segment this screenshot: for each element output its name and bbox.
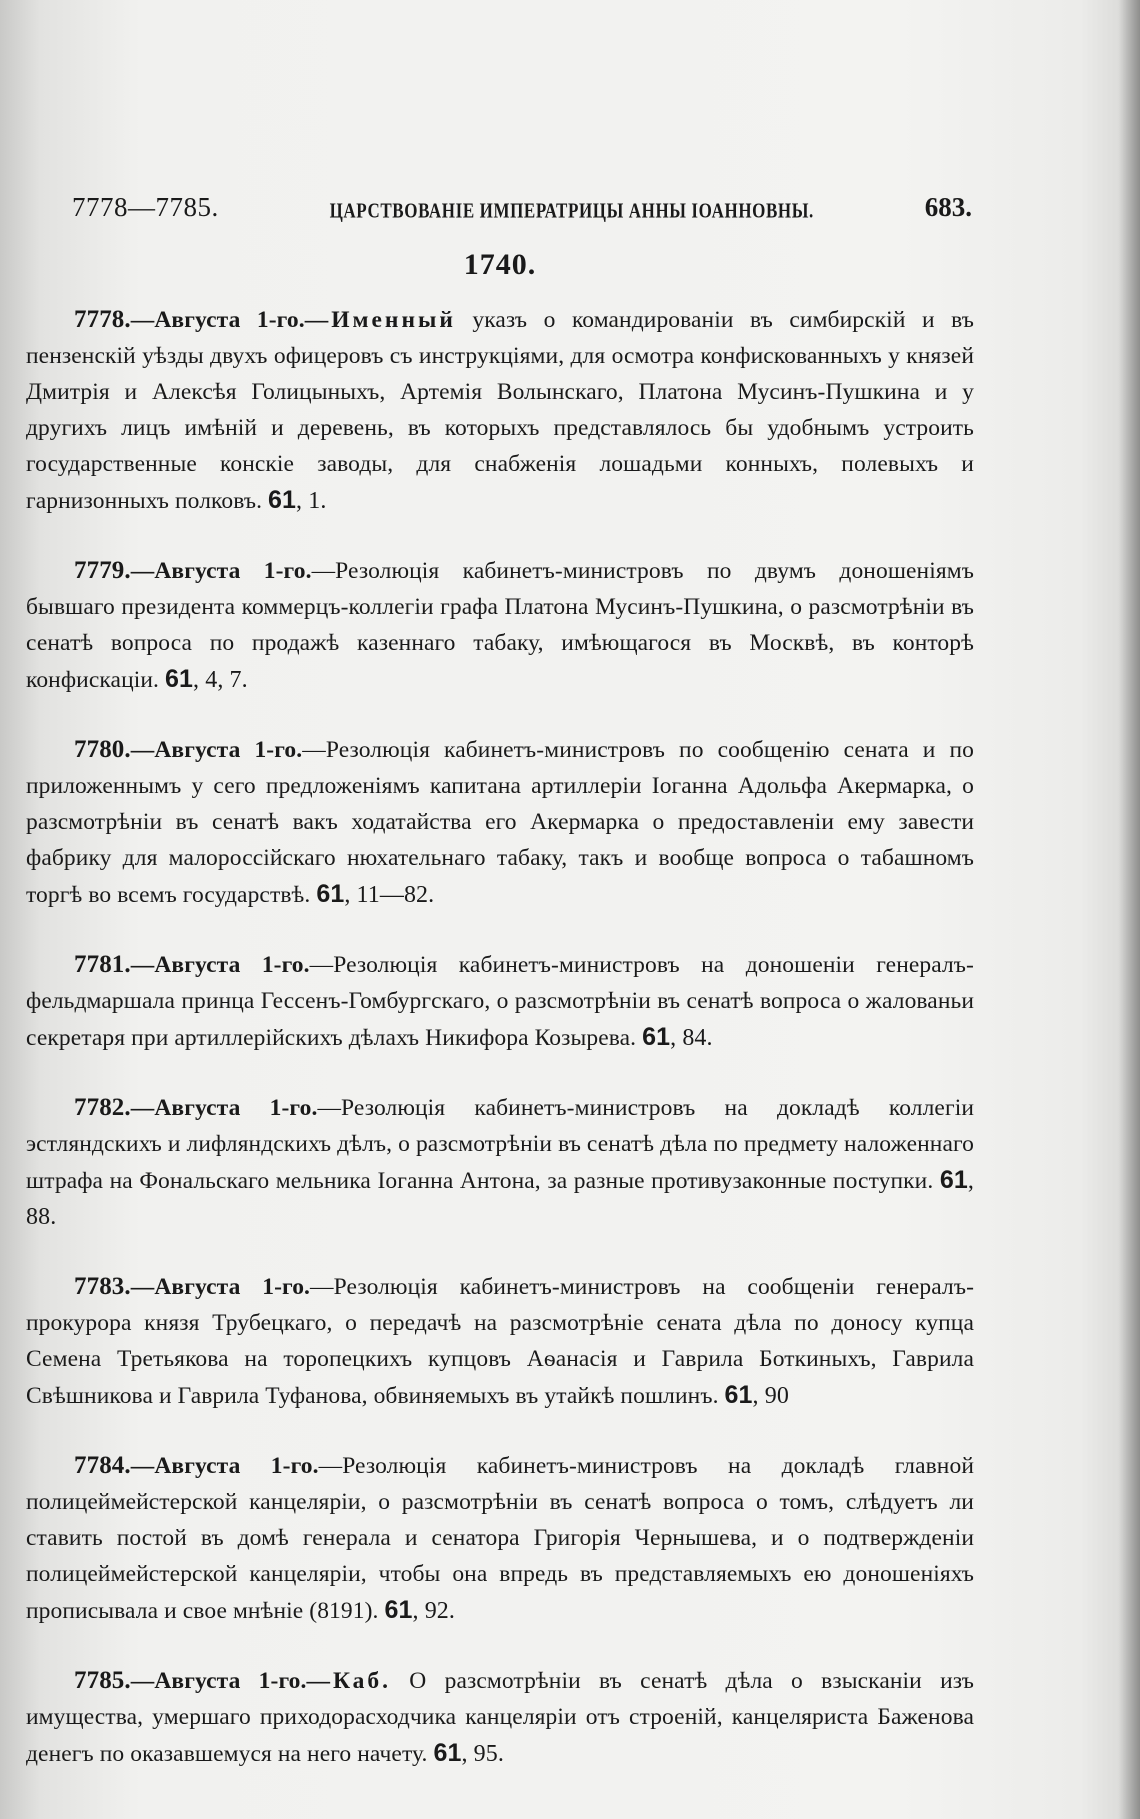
entry-7784 xyxy=(26,1448,974,1629)
entry-date: —Августа 1-го. xyxy=(130,737,303,763)
entry-7783 xyxy=(26,1269,974,1414)
entry-text: —Резолюція кабинетъ-министровъ на сообщеніи генералъ-прокурора князя Трубецкаго, о передачѣ на разсмотрѣніе сената дѣла по доносу купца Семена Третьякова на торопецкихъ купцовъ Аѳанасія и Гаврила Боткиныхъ, Гаврила Свѣшникова и Гаврила Туфанова, обвиняемыхъ въ утайкѣ пошлинъ. xyxy=(26,1274,975,1409)
entry-date: —Августа 1-го. xyxy=(130,1095,318,1121)
entry-text: О разсмотрѣніи въ сенатѣ дѣла о взысканіи изъ имущества, умершаго приходорасходчика канцеляріи отъ строеній, канцеляриста Баженова денегъ по оказавшемуся на него начету. xyxy=(26,1668,974,1767)
entry-date: —Августа 1-го. xyxy=(130,307,305,333)
entry-ref-volume: 61 xyxy=(724,1381,753,1409)
entry-number: 7785. xyxy=(74,1667,131,1694)
entry-text: —Резолюція кабинетъ-министровъ на доношеніи генералъ-фельдмаршала принца Гессенъ-Гомбургскаго, о разсмотрѣніи въ сенатѣ вопроса о жалованьи секретаря при артиллерійскихъ дѣлахъ Никифора Козырева. xyxy=(26,952,974,1051)
entry-ref-pages: , 95. xyxy=(461,1741,504,1767)
entry-kind: —Именный xyxy=(304,307,456,333)
entry-text: —Резолюція кабинетъ-министровъ по двумъ доношеніямъ бывшаго президента коммерцъ-коллегіи графа Платона Мусинъ-Пушкина, о разсмотрѣніи въ сенатѣ вопроса по продажѣ казеннаго табаку, имѣющагося въ Москвѣ, въ конторѣ конфискаціи. xyxy=(26,558,974,693)
entry-7779 xyxy=(26,553,974,698)
entry-number: 7784. xyxy=(74,1452,131,1479)
entry-date: —Августа 1-го. xyxy=(130,952,310,978)
entry-ref-pages: , 88. xyxy=(26,1168,974,1230)
entry-ref-volume: 61 xyxy=(165,665,194,693)
entry-ref-pages: , 84. xyxy=(670,1025,713,1051)
entry-ref-pages: , 92. xyxy=(412,1598,455,1624)
entry-ref-volume: 61 xyxy=(316,880,345,908)
entry-number: 7778. xyxy=(74,306,131,333)
entry-ref-pages: , 11—82. xyxy=(344,882,435,908)
entry-ref-pages: , 1. xyxy=(296,488,327,514)
running-head xyxy=(72,192,972,228)
entry-ref-volume: 61 xyxy=(433,1739,462,1767)
entry-kind: —Каб. xyxy=(306,1668,392,1694)
entries-list xyxy=(26,302,974,1806)
entry-range: 7778—7785. xyxy=(72,192,219,222)
running-title: ЦАРСТВОВАНІЕ ИМПЕРАТРИЦЫ АННЫ ІОАННОВНЫ. xyxy=(329,198,814,223)
entry-7780 xyxy=(26,732,974,913)
entry-ref-volume: 61 xyxy=(642,1023,671,1051)
entry-date: —Августа 1-го. xyxy=(130,1668,307,1694)
entry-text: —Резолюція кабинетъ-министровъ на докладѣ коллегіи эстляндскихъ и лифляндскихъ дѣлъ, о разсмотрѣніи въ сенатѣ дѣла по предмету наложеннаго штрафа на Фональскаго мельника Іоганна Антона, за разные противузаконные поступки. xyxy=(26,1095,974,1194)
entry-number: 7779. xyxy=(74,557,131,584)
entry-number: 7780. xyxy=(74,736,131,763)
entry-ref-volume: 61 xyxy=(384,1596,413,1624)
entry-7781 xyxy=(26,947,974,1056)
entry-ref-pages: , 4, 7. xyxy=(193,667,248,693)
entry-7782 xyxy=(26,1090,974,1235)
page-number: 683. xyxy=(924,192,972,222)
entry-text: указъ о командированіи въ симбирскій и въ пензенскій уѣзды двухъ офицеровъ съ инструкціями, для осмотра конфискованныхъ у князей Дмитрія и Алексѣя Голицыныхъ, Артемія Волынскаго, Платона Мусинъ-Пушкина и у другихъ лицъ имѣній и деревень, въ которыхъ представлялось бы удобнымъ устроить государственные конскіе заводы, для снабженія лошадьми конныхъ, полевыхъ и гарнизонныхъ полковъ. xyxy=(26,307,974,514)
entry-7785 xyxy=(26,1663,974,1772)
entry-date: —Августа 1-го. xyxy=(130,1453,319,1479)
entry-text: —Резолюція кабинетъ-министровъ на докладѣ главной полицеймейстерской канцеляріи, о разсмотрѣніи въ сенатѣ вопроса о томъ, слѣдуетъ ли ставить постой въ домѣ генерала и сенатора Григорія Чернышева, и о подтвержденіи полицеймейстерской канцеляріи, чтобы она впредь въ представляемыхъ ею доношеніяхъ прописывала и свое мнѣніе (8191). xyxy=(26,1453,974,1624)
entry-7778 xyxy=(26,302,974,519)
entry-number: 7782. xyxy=(74,1094,131,1121)
entry-ref-volume: 61 xyxy=(268,486,297,514)
year-heading: 1740. xyxy=(463,248,537,281)
entry-date: —Августа 1-го. xyxy=(130,1274,311,1300)
entry-ref-pages: , 90 xyxy=(752,1383,789,1409)
entry-number: 7783. xyxy=(74,1273,131,1300)
entry-ref-volume: 61 xyxy=(939,1166,968,1194)
entry-text: —Резолюція кабинетъ-министровъ по сообщенію сената и по приложеннымъ у сего предложеніямъ капитана артиллеріи Іоганна Адольфа Акермарка, о разсмотрѣніи въ сенатѣ вакъ ходатайства его Акермарка о предоставленіи ему завести фабрику для малороссійскаго нюхательнаго табаку, такъ и вообще вопроса о табашномъ торгѣ во всемъ государствѣ. xyxy=(26,737,974,908)
entry-date: —Августа 1-го. xyxy=(130,558,312,584)
entry-number: 7781. xyxy=(74,951,131,978)
